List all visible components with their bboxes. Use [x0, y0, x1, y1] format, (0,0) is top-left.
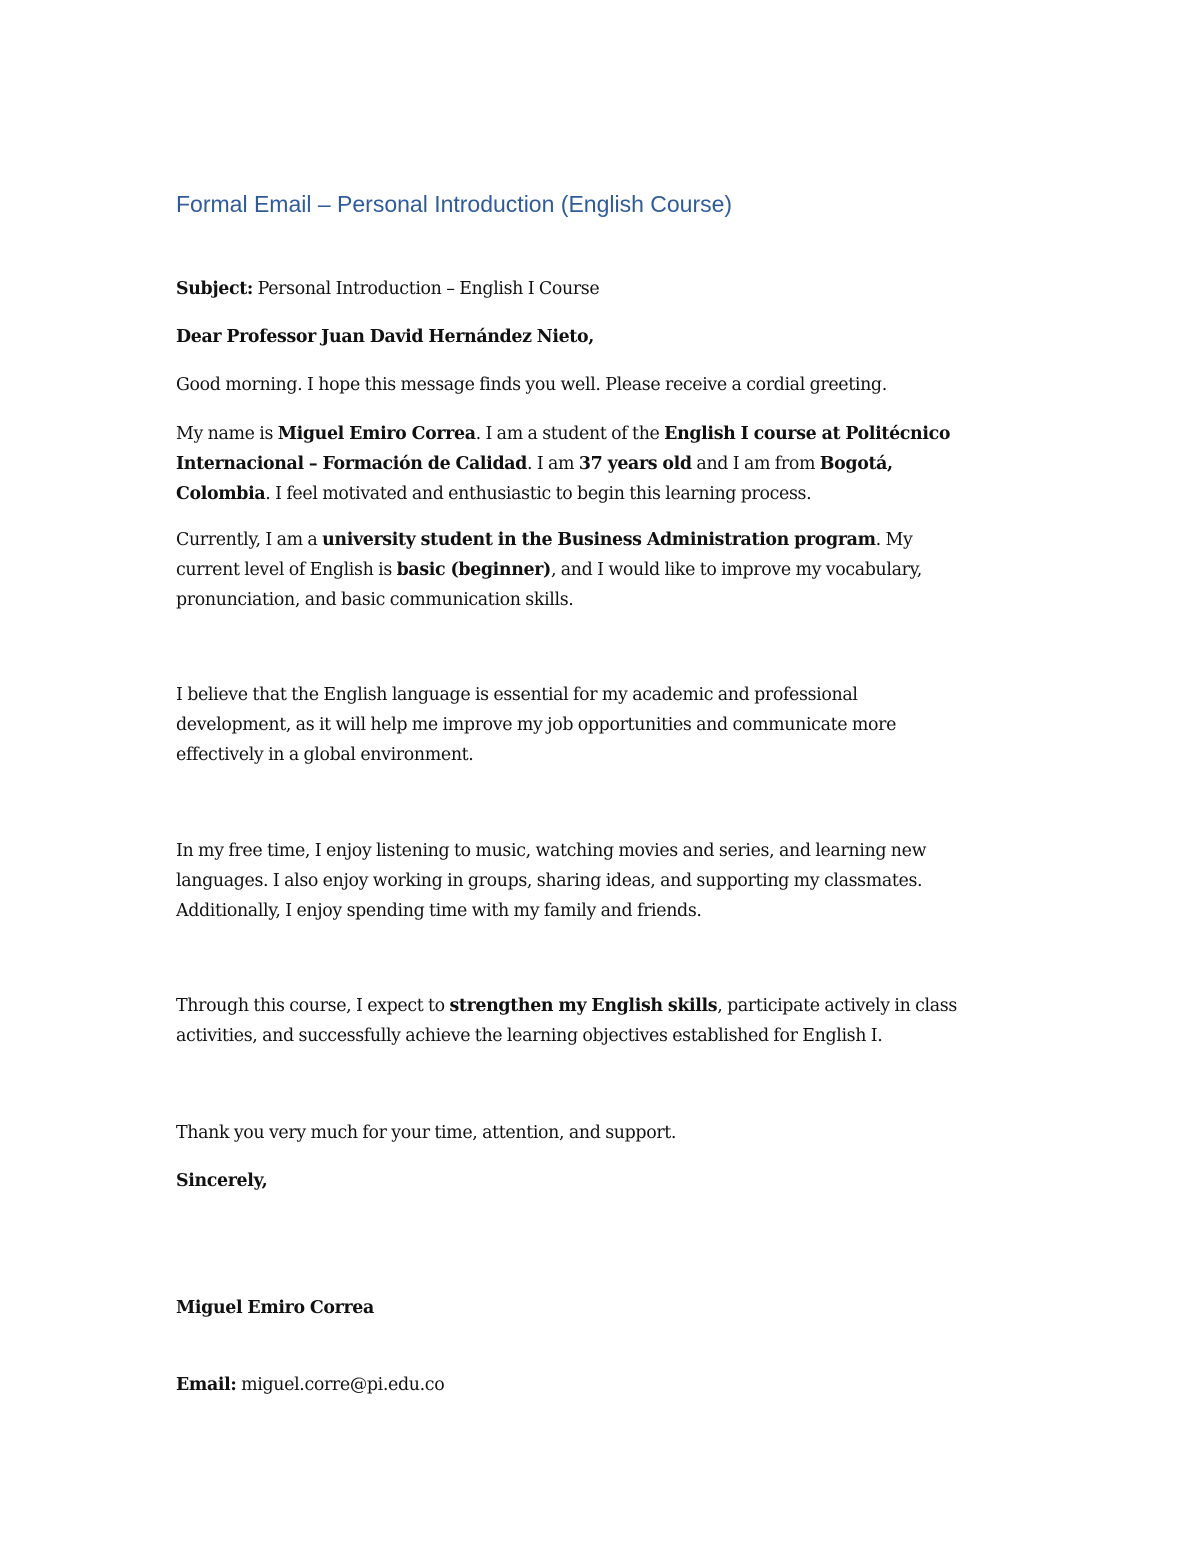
- paragraph-greeting: Good morning. I hope this message finds you well. Please receive a cordial greeting.: [176, 375, 887, 395]
- closing: Sincerely,: [176, 1171, 268, 1191]
- document-title: Formal Email – Personal Introduction (English Course): [176, 191, 733, 217]
- email-label: Email:: [176, 1375, 237, 1395]
- email-line: [176, 1371, 1036, 1401]
- paragraph-thanks: Thank you very much for your time, attention, and support.: [176, 1123, 677, 1143]
- paragraph-introduction: My name is Miguel Emiro Correa. I am a student of the English I course at Politécnico Internacional – Formación de Calidad. I am 37 years old and I am from Bogotá, Colombia. I feel motivated and enthusiastic to begin this learning process.: [176, 424, 951, 504]
- subject-text: Personal Introduction – English I Course: [252, 279, 600, 299]
- subject-line: [176, 275, 1036, 305]
- paragraph-motivation: I believe that the English language is essential for my academic and professional development, as it will help me improve my job opportunities and communicate more effectively in a global environment.: [176, 685, 897, 765]
- paragraph-hobbies: In my free time, I enjoy listening to music, watching movies and series, and learning new languages. I also enjoy working in groups, sharing ideas, and supporting my classmates. Additionally, I enjoy spending time with my family and friends.: [176, 841, 927, 921]
- signature-name: Miguel Emiro Correa: [176, 1298, 374, 1318]
- email-address: miguel.corre@pi.edu.co: [236, 1375, 445, 1395]
- subject-label: Subject:: [176, 279, 253, 299]
- paragraph-expectations: Through this course, I expect to strengthen my English skills, participate actively in class activities, and successfully achieve the learning objectives established for English I.: [176, 996, 957, 1046]
- paragraph-studies: Currently, I am a university student in the Business Administration program. My current level of English is basic (beginner), and I would like to improve my vocabulary, pronunciation, and basic communication skills.: [176, 530, 922, 610]
- salutation: Dear Professor Juan David Hernández Nieto,: [176, 327, 594, 347]
